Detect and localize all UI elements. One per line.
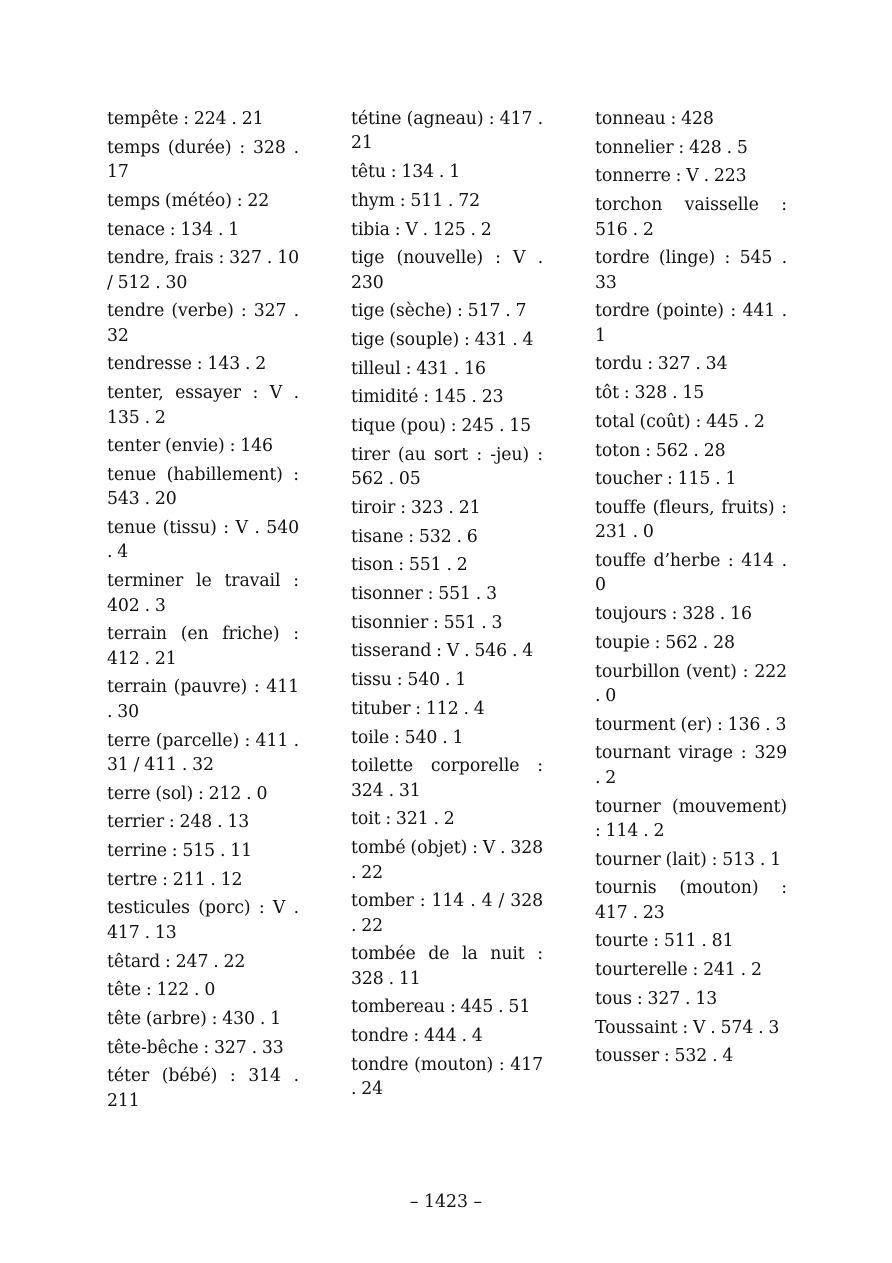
index-entry: testicules (porc) : V . 417 . 13	[107, 898, 299, 943]
index-entry: tordu : 327 . 34	[595, 354, 728, 375]
index-entry: touffe d’herbe : 414 . 0	[595, 551, 787, 596]
index-entry: toton : 562 . 28	[595, 440, 726, 461]
index-entry: tombereau : 445 . 51	[351, 997, 531, 1018]
index-entry: tombé (objet) : V . 328 . 22	[351, 838, 543, 883]
index-entry: tordre (pointe) : 441 . 1	[595, 301, 787, 346]
index-entry: tondre : 444 . 4	[351, 1026, 483, 1047]
index-entry: terrain (pauvre) : 411 . 30	[107, 677, 299, 722]
index-entry: tourner (lait) : 513 . 1	[595, 849, 782, 870]
index-entry: tisserand : V . 546 . 4	[351, 641, 534, 662]
index-entry: terre (parcelle) : 411 . 31 / 411 . 32	[107, 730, 299, 775]
index-entry: toilette corporelle : 324 . 31	[351, 756, 543, 801]
index-entry: tenace : 134 . 1	[107, 219, 240, 240]
index-entry: toucher : 115 . 1	[595, 469, 737, 490]
index-entry: tige (sèche) : 517 . 7	[351, 301, 527, 322]
index-entry: toupie : 562 . 28	[595, 632, 735, 653]
index-entry: tourment (er) : 136 . 3	[595, 714, 787, 735]
index-column-1	[107, 107, 299, 1117]
index-entry: tison : 551 . 2	[351, 555, 468, 576]
index-entry: tonnerre : V . 223	[595, 166, 747, 187]
index-entry: tomber : 114 . 4 / 328 . 22	[351, 891, 543, 936]
index-entry: tique (pou) : 245 . 15	[351, 416, 532, 437]
index-entry: tibia : V . 125 . 2	[351, 219, 492, 240]
index-entry: total (coût) : 445 . 2	[595, 411, 765, 432]
index-entry: tournis (mouton) : 417 . 23	[595, 878, 787, 923]
index-entry: terrine : 515 . 11	[107, 841, 253, 862]
index-entry: tourte : 511 . 81	[595, 931, 734, 952]
page-number: – 1423 –	[409, 1192, 483, 1212]
index-entry: tête-bêche : 327 . 33	[107, 1037, 284, 1058]
index-entry: tilleul : 431 . 16	[351, 358, 486, 379]
index-entry: tendresse : 143 . 2	[107, 354, 267, 375]
index-entry: tourterelle : 241 . 2	[595, 960, 762, 981]
index-entry: tendre, frais : 327 . 10 / 512 . 30	[107, 248, 299, 293]
index-entry: tousser : 532 . 4	[595, 1046, 734, 1067]
index-entry: tous : 327 . 13	[595, 988, 718, 1009]
index-entry: tétine (agneau) : 417 . 21	[351, 109, 543, 154]
index-entry: tourner (mouvement) : 114 . 2	[595, 796, 787, 841]
index-entry: tisane : 532 . 6	[351, 526, 478, 547]
index-entry: temps (durée) : 328 . 17	[107, 137, 299, 183]
index-entry: tige (nouvelle) : V . 230	[351, 248, 543, 293]
index-entry: tondre (mouton) : 417 . 24	[351, 1054, 543, 1100]
index-entry: tôt : 328 . 15	[595, 383, 705, 404]
index-entry: tête (arbre) : 430 . 1	[107, 1008, 282, 1029]
index-entry: tertre : 211 . 12	[107, 869, 243, 890]
index-entry: tonneau : 428	[595, 109, 714, 129]
index-entry: tisonner : 551 . 3	[351, 584, 497, 605]
index-entry: temps (météo) : 22	[107, 190, 270, 211]
index-entry: tonnelier : 428 . 5	[595, 137, 748, 158]
index-entry: terrain (en friche) : 412 . 21	[107, 624, 299, 669]
index-entry: téter (bébé) : 314 . 211	[107, 1066, 299, 1111]
index-column-2	[351, 107, 543, 1106]
index-entry: tenue (tissu) : V . 540 . 4	[107, 518, 299, 563]
index-entry: torchon vaisselle : 516 . 2	[595, 195, 787, 240]
index-entry: tordre (linge) : 545 . 33	[595, 248, 787, 293]
index-entry: tenter, essayer : V . 135 . 2	[107, 383, 299, 428]
index-entry: tête : 122 . 0	[107, 980, 216, 1001]
index-entry: toile : 540 . 1	[351, 727, 464, 748]
index-entry: tirer (au sort : -jeu) : 562 . 05	[351, 444, 543, 490]
index-entry: Toussaint : V . 574 . 3	[595, 1017, 780, 1038]
index-entry: tournant virage : 329 . 2	[595, 743, 787, 788]
index-entry: têtard : 247 . 22	[107, 951, 246, 972]
index-entry: terminer le travail : 402 . 3	[107, 571, 299, 616]
index-column-3	[595, 107, 787, 1073]
index-entry: toujours : 328 . 16	[595, 604, 752, 625]
index-entry: tituber : 112 . 4	[351, 698, 485, 719]
index-entry: terrier : 248 . 13	[107, 812, 250, 833]
index-entry: tempête : 224 . 21	[107, 109, 264, 129]
index-entry: tiroir : 323 . 21	[351, 497, 481, 518]
index-entry: timidité : 145 . 23	[351, 387, 504, 408]
index-entry: touffe (fleurs, fruits) : 231 . 0	[595, 497, 787, 543]
index-entry: tisonnier : 551 . 3	[351, 612, 503, 633]
index-entry: terre (sol) : 212 . 0	[107, 783, 268, 804]
index-entry: tenter (envie) : 146	[107, 436, 273, 457]
index-entry: têtu : 134 . 1	[351, 162, 461, 183]
index-entry: tige (souple) : 431 . 4	[351, 330, 534, 351]
index-entry: toit : 321 . 2	[351, 809, 455, 830]
index-entry: thym : 511 . 72	[351, 190, 480, 211]
index-entry: tenue (habillement) : 543 . 20	[107, 464, 299, 510]
index-entry: tourbillon (vent) : 222 . 0	[595, 661, 787, 706]
index-entry: tendre (verbe) : 327 . 32	[107, 301, 299, 346]
index-entry: tombée de la nuit : 328 . 11	[351, 944, 543, 989]
index-entry: tissu : 540 . 1	[351, 670, 467, 691]
